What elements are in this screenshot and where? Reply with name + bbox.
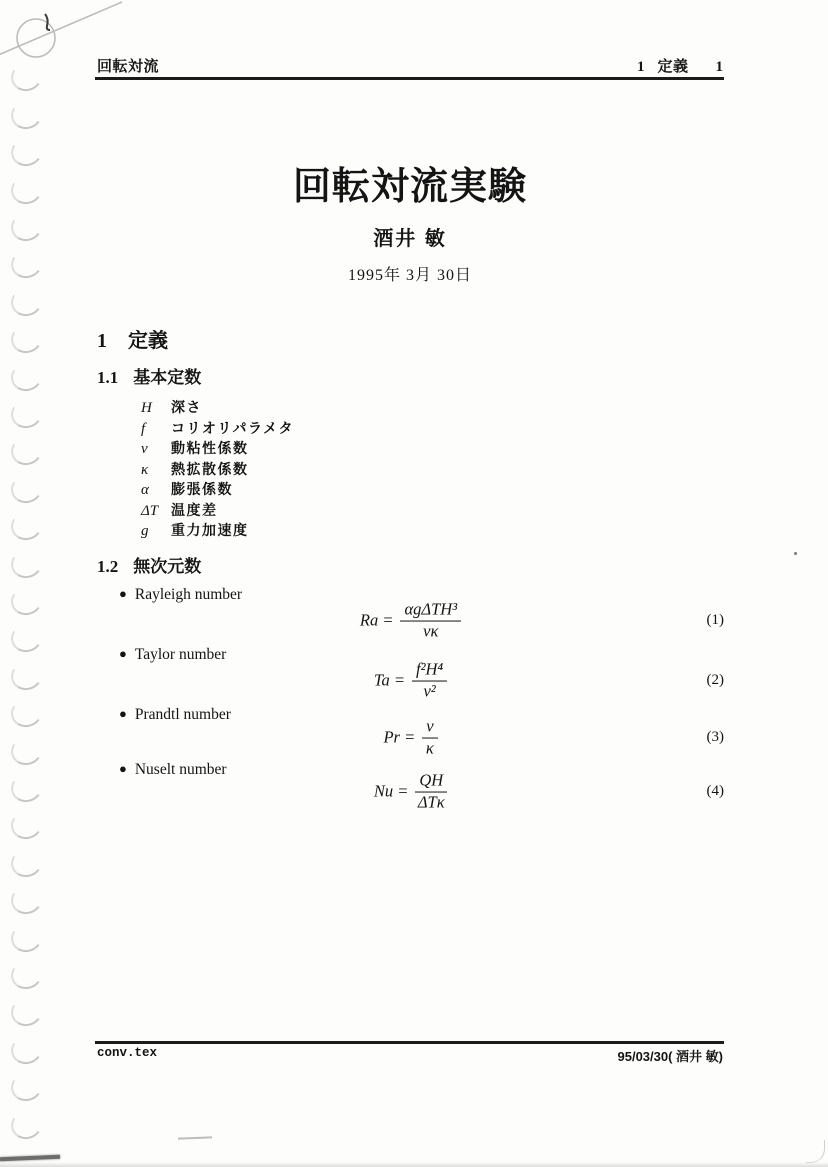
footer-rule	[95, 1041, 724, 1044]
equation-number: (1)	[706, 612, 724, 629]
equation-lhs: Ta =	[373, 671, 405, 690]
bullet-icon: ●	[119, 586, 127, 601]
equation-rayleigh	[97, 601, 724, 642]
binding-hole	[8, 434, 44, 468]
fraction-numerator: αgΔTH³	[400, 601, 461, 622]
section-heading-1	[97, 324, 168, 353]
equation-lhs: Nu =	[373, 782, 409, 801]
subsection-title: 無次元数	[133, 557, 202, 576]
constant-name: 熱拡散係数	[171, 460, 249, 477]
fraction-denominator: νκ	[423, 621, 439, 641]
running-head-section-title: 定義	[657, 58, 689, 75]
equation-body	[383, 718, 437, 759]
equation-number: (4)	[706, 783, 724, 800]
constant-symbol: κ	[141, 461, 149, 478]
binding-hole	[8, 397, 44, 431]
binding-hole	[8, 135, 44, 169]
equation-number: (3)	[706, 729, 724, 746]
fraction	[412, 661, 447, 702]
equation-body	[374, 772, 447, 813]
binding-hole	[8, 360, 44, 394]
footer-date-author: 95/03/30( 酒井 敏)	[617, 1049, 723, 1064]
constant-symbol: ΔT	[141, 502, 159, 519]
constant-name: 動粘性係数	[171, 440, 249, 456]
binding-hole	[8, 621, 44, 655]
equation-nuselt	[97, 772, 724, 813]
binding-hole	[8, 247, 44, 281]
equation-number: (2)	[706, 672, 724, 689]
scan-smudge-bottom-left	[0, 1155, 60, 1162]
binding-hole	[8, 547, 44, 581]
fraction-denominator: ν²	[423, 681, 436, 701]
subsection-number: 1.2	[97, 557, 119, 576]
constant-symbol: H	[141, 400, 152, 416]
binding-hole	[8, 584, 44, 618]
running-head-left: 回転対流	[97, 58, 160, 75]
bullet-icon: ●	[119, 646, 127, 661]
binding-hole	[8, 60, 44, 94]
constant-name: 膨張係数	[171, 481, 233, 497]
equation-body	[374, 661, 447, 702]
fraction	[422, 718, 437, 759]
equation-taylor	[97, 661, 724, 702]
binding-hole	[8, 808, 44, 842]
running-head-section-number: 1	[636, 59, 645, 75]
constant-row	[141, 438, 249, 458]
binding-hole	[8, 958, 44, 992]
binding-hole	[8, 98, 44, 132]
binding-hole	[8, 696, 44, 730]
scan-speck	[794, 552, 797, 555]
binding-hole	[8, 1070, 44, 1104]
equation-prandtl	[97, 718, 724, 759]
constant-row	[141, 418, 294, 438]
binding-hole	[8, 921, 44, 955]
binding-hole	[8, 846, 44, 880]
subsection-heading-1-1	[97, 363, 201, 388]
constant-symbol: g	[141, 523, 149, 539]
constant-name: 深さ	[171, 399, 202, 415]
binding-hole	[8, 285, 44, 319]
list-item-label: Prandtl number	[134, 706, 231, 723]
scan-smudge	[178, 1136, 212, 1139]
constant-row	[141, 459, 249, 479]
constant-name: 温度差	[171, 501, 218, 518]
subsection-heading-1-2	[97, 552, 201, 577]
binding-hole	[8, 995, 44, 1029]
fraction-denominator: κ	[425, 738, 434, 758]
binding-hole	[8, 771, 44, 805]
equation-body	[360, 601, 461, 642]
subsection-number: 1.1	[97, 368, 119, 387]
constant-symbol: α	[141, 482, 149, 498]
binding-hole	[8, 509, 44, 543]
list-item-label: Taylor number	[134, 646, 227, 663]
fraction-denominator: ΔTκ	[417, 792, 445, 812]
binding-hole	[8, 1108, 44, 1142]
binding-hole	[8, 173, 44, 207]
document-date: 1995年 3月 30日	[347, 267, 472, 284]
fraction-numerator: QH	[415, 772, 447, 793]
fraction	[415, 772, 447, 813]
fraction	[400, 601, 461, 642]
bullet-icon: ●	[119, 706, 127, 721]
constant-name: コリオリパラメタ	[171, 419, 295, 436]
constant-name: 重力加速度	[171, 522, 249, 538]
binding-hole	[8, 734, 44, 768]
list-item-label: Rayleigh number	[134, 586, 243, 603]
binding-hole	[8, 322, 44, 356]
section-title: 定義	[128, 330, 168, 352]
list-item-label: Nuselt number	[134, 761, 227, 778]
subsection-title: 基本定数	[133, 368, 202, 387]
constant-symbol: ν	[141, 441, 148, 457]
fraction-numerator: ν	[422, 718, 437, 739]
document-title: 回転対流実験	[292, 166, 527, 208]
binding-hole	[8, 210, 44, 244]
binding-hole	[8, 883, 44, 917]
fraction-numerator: f²H⁴	[412, 661, 447, 682]
page-number: 1	[715, 59, 723, 75]
constant-row	[141, 520, 249, 540]
footer-filename: conv.tex	[97, 1046, 158, 1060]
header-rule	[95, 77, 724, 80]
running-head-right	[97, 55, 723, 76]
scan-page-corner	[806, 1140, 825, 1163]
scan-bottom-shadow	[0, 1162, 828, 1167]
bullet-icon: ●	[119, 761, 127, 776]
binding-hole	[8, 659, 44, 693]
section-number: 1	[97, 330, 107, 352]
binding-hole	[8, 472, 44, 506]
constant-symbol: f	[141, 420, 146, 437]
constant-row	[141, 479, 233, 499]
constant-row	[141, 500, 218, 520]
document-author: 酒井 敏	[373, 228, 447, 250]
binding-hole	[8, 1033, 44, 1067]
equation-lhs: Ra =	[359, 611, 394, 630]
constant-row	[141, 397, 202, 417]
equation-lhs: Pr =	[383, 728, 416, 747]
